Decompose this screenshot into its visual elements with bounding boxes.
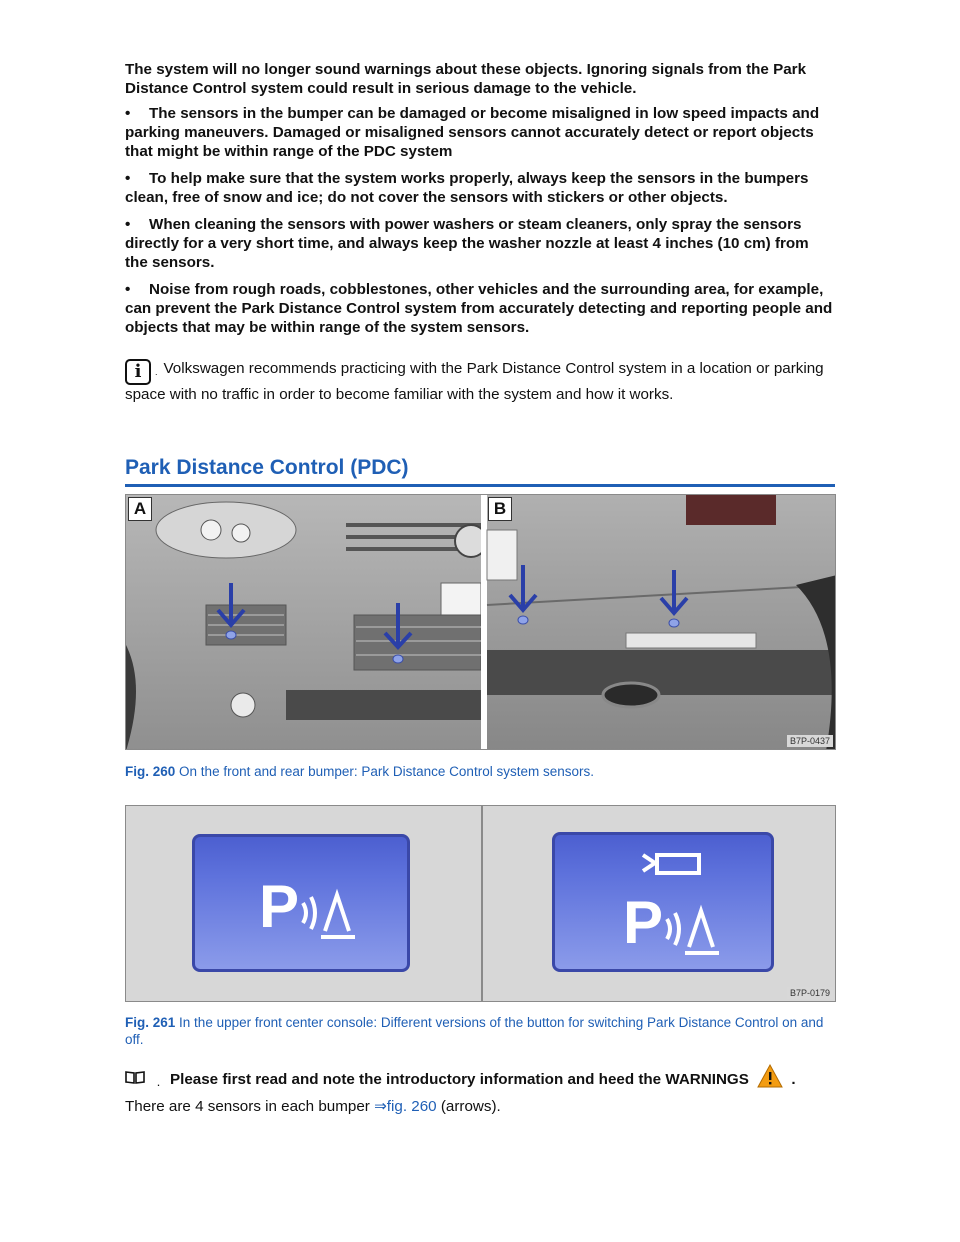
intro-paragraph: The system will no longer sound warnings about these objects. Ignoring signals from the Park Distance Control system could result in serious damage to the vehicle. xyxy=(125,61,807,97)
panel-divider xyxy=(481,806,483,1002)
open-book-icon xyxy=(125,1070,145,1088)
pdc-p-symbol: P xyxy=(259,873,300,940)
sensors-text-end: (arrows). xyxy=(440,1098,501,1115)
bullet-symbol: • xyxy=(125,105,131,122)
warning-marker: . xyxy=(157,1078,160,1088)
note-text: Volkswagen recommends practicing with the Park Distance Control system in a location or parking space with no traffic in order to become familiar with the system and how it works. xyxy=(125,360,824,403)
sensor-wave-icon xyxy=(295,885,365,941)
info-icon: i xyxy=(125,359,151,385)
bumper-illustration xyxy=(126,495,836,750)
pdc-p-symbol: P xyxy=(623,889,664,956)
bullet-symbol: • xyxy=(125,216,131,233)
sensors-count-line xyxy=(125,1097,501,1115)
bullet-text: To help make sure that the system works properly, always keep the sensors in the bumpers clean, free of snow and ice; do not cover the sensors with stickers or other objects. xyxy=(125,170,809,206)
caption-text: In the upper front center console: Different versions of the button for switching Park Distance Control on and off. xyxy=(125,1015,824,1047)
note-marker: . xyxy=(155,367,158,377)
bullet-text: When cleaning the sensors with power washers or steam cleaners, only spray the sensors directly for a very short time, and always keep the washer nozzle at least 4 inches (10 cm) from the sensors. xyxy=(125,216,809,271)
bullet-text: Noise from rough roads, cobblestones, other vehicles and the surrounding area, for example, can prevent the Park Distance Control system from accurately detecting and reporting people and objects that may be within range of the system sensors. xyxy=(125,281,833,336)
camera-icon xyxy=(637,849,707,889)
figure-260-caption xyxy=(125,763,836,780)
bullet-item xyxy=(125,169,835,207)
note-paragraph xyxy=(125,359,835,404)
warning-text: Please first read and note the introductory information and heed the WARNINGS xyxy=(169,1071,749,1088)
caption-number: Fig. 261 xyxy=(125,1015,176,1030)
pdc-button-version-2 xyxy=(552,832,774,972)
figure-261-caption xyxy=(125,1014,836,1048)
bullet-item xyxy=(125,215,835,272)
figure-code: B7P-0179 xyxy=(787,987,833,999)
figure-code: B7P-0437 xyxy=(787,735,833,747)
section-title: Park Distance Control (PDC) xyxy=(125,456,835,487)
panel-label-a: A xyxy=(128,497,152,521)
arrow-symbol: ⇒ xyxy=(374,1098,387,1115)
bullet-item xyxy=(125,104,835,161)
sensors-text: There are 4 sensors in each bumper xyxy=(125,1098,370,1115)
caption-text: On the front and rear bumper: Park Distance Control system sensors. xyxy=(179,764,594,779)
figure-260-image xyxy=(125,494,836,750)
warning-end: . xyxy=(791,1071,796,1088)
warning-triangle-icon[interactable] xyxy=(757,1064,783,1092)
fig-260-link[interactable]: fig. 260 xyxy=(386,1098,437,1115)
sensor-wave-icon xyxy=(659,901,729,957)
page-content xyxy=(125,60,835,487)
pdc-button-version-1 xyxy=(192,834,410,972)
bullet-item xyxy=(125,280,835,337)
read-first-line xyxy=(125,1064,796,1092)
panel-label-b: B xyxy=(488,497,512,521)
bullet-symbol: • xyxy=(125,281,131,298)
figure-261-image xyxy=(125,805,836,1002)
bullet-text: The sensors in the bumper can be damaged or become misaligned in low speed impacts and parking maneuvers. Damaged or misaligned sensors cannot accurately detect or report objects that might be within range of the PDC system xyxy=(125,105,820,160)
caption-number: Fig. 260 xyxy=(125,764,176,779)
bullet-symbol: • xyxy=(125,170,131,187)
